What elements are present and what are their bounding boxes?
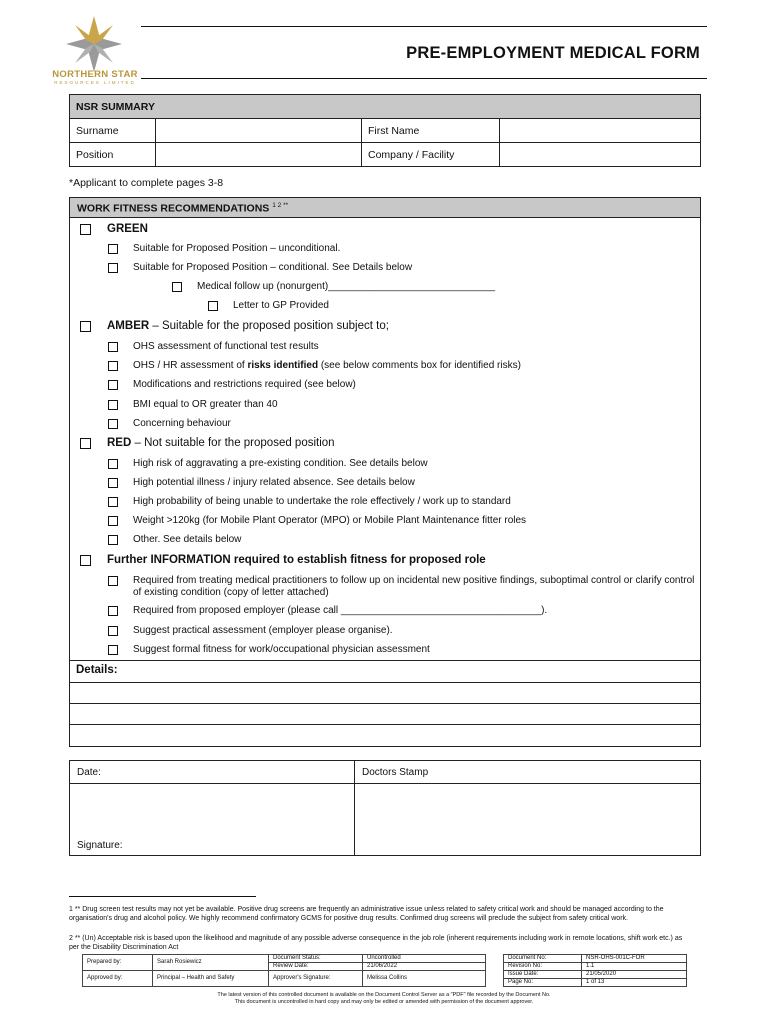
footer-line-1: The latest version of this controlled document is available on the Document Control Server as a "PDF" file recorded by the Document No. [217, 992, 551, 998]
footnote-2: 2 ** (Un) Acceptable risk is based upon the likelihood and magnitude of any possible adverse consequence in the job role (inherent requirements including work in remote locations, shift work etc.) as per the Disability Discrimination Act [69, 935, 683, 952]
doctors-stamp-area[interactable] [355, 784, 700, 855]
checkbox[interactable] [108, 535, 118, 545]
red-item-other[interactable]: Other. See details below [108, 534, 241, 546]
nsr-summary-table [69, 94, 701, 167]
applicant-note: *Applicant to complete pages 3-8 [69, 177, 224, 189]
red-item-weight[interactable]: Weight >120kg (for Mobile Plant Operator (MPO) or Mobile Plant Maintenance fitter roles [108, 515, 526, 527]
amber-item-modifications[interactable]: Modifications and restrictions required (see below) [108, 379, 356, 391]
checkbox[interactable] [108, 606, 118, 616]
further-info-checkbox[interactable] [80, 555, 91, 566]
checkbox[interactable] [172, 282, 182, 292]
surname-field[interactable] [156, 119, 362, 143]
amber-label: AMBER [107, 320, 150, 332]
document-number-table: Document No: NSR-OHS-001C-FOR Revision No: 1.1 Issue Date: 21/05/2020 Page No: 1 of 13 [503, 954, 687, 987]
details-divider [70, 660, 700, 661]
company-label: Company / Facility [362, 143, 500, 167]
company-name: NORTHERN STAR [52, 69, 138, 80]
footnote-rule [69, 896, 256, 897]
green-item-conditional[interactable]: Suitable for Proposed Position – conditional. See Details below [108, 262, 412, 274]
checkbox[interactable] [108, 361, 118, 371]
green-option[interactable] [80, 223, 148, 236]
checkbox[interactable] [108, 497, 118, 507]
position-label: Position [70, 143, 156, 167]
green-label: GREEN [107, 223, 148, 235]
green-sub-medical-follow-up[interactable]: Medical follow up (nonurgent)______________________________ [172, 281, 495, 293]
checkbox[interactable] [108, 263, 118, 273]
amber-item-ohs-assessment[interactable]: OHS assessment of functional test results [108, 341, 319, 353]
work-fitness-heading: WORK FITNESS RECOMMENDATIONS $^{1 2 **}$ [70, 198, 700, 218]
doctors-stamp-label: Doctors Stamp [362, 767, 429, 778]
further-item-practical-assessment[interactable]: Suggest practical assessment (employer please organise). [108, 625, 393, 637]
work-fitness-section [69, 197, 701, 747]
checkbox[interactable] [108, 478, 118, 488]
footer-line-2: This document is uncontrolled in hard copy and may only be edited or amended with permission of the document approver. [234, 999, 534, 1005]
company-subtitle: RESOURCES LIMITED [54, 80, 136, 85]
amber-option[interactable]: AMBER – Suitable for the proposed position subject to; [80, 320, 389, 333]
header-rule-top [141, 26, 707, 27]
green-checkbox[interactable] [80, 224, 91, 235]
first-name-label: First Name [362, 119, 500, 143]
checkbox[interactable] [108, 459, 118, 469]
amber-item-risks-identified[interactable]: OHS / HR assessment of risks identified (see below comments box for identified risks) [108, 360, 521, 372]
details-line[interactable] [70, 703, 700, 704]
further-item-formal-fitness[interactable]: Suggest formal fitness for work/occupational physician assessment [108, 644, 430, 656]
checkbox[interactable] [108, 576, 118, 586]
red-item-aggravating[interactable]: High risk of aggravating a pre-existing condition. See details below [108, 458, 428, 470]
footnote-1: 1 ** Drug screen test results may not yet be available. Positive drug screens are frequently an administrative issue unless related to safety critical work and should be managed according to the organisation's drug and alcohol policy. We highly recommend confirmatory GCMS for positive drug results. Confirmed drug screens will preclude the subject from safety critical work. [69, 906, 664, 923]
red-option[interactable]: RED – Not suitable for the proposed position [80, 437, 335, 450]
signature-label: Signature: [77, 840, 123, 851]
amber-item-behaviour[interactable]: Concerning behaviour [108, 418, 231, 430]
amber-checkbox[interactable] [80, 321, 91, 332]
green-item-unconditional[interactable]: Suitable for Proposed Position – unconditional. [108, 243, 340, 255]
checkbox[interactable] [108, 342, 118, 352]
position-field[interactable] [156, 143, 362, 167]
red-label: RED [107, 437, 132, 449]
document-control-table: Prepared by: Sarah Rosiewicz Document Status: Uncontrolled Review Date: 21/06/2022 Approved by: Principal – Health and Safety Approver's Signature: Melissa Collins [82, 954, 486, 987]
checkbox[interactable] [108, 626, 118, 636]
checkbox[interactable] [108, 419, 118, 429]
checkbox[interactable] [108, 244, 118, 254]
surname-label: Surname [70, 119, 156, 143]
details-line[interactable] [70, 682, 700, 683]
date-label: Date: [77, 767, 101, 778]
checkbox[interactable] [108, 380, 118, 390]
page-title: PRE-EMPLOYMENT MEDICAL FORM [406, 44, 700, 62]
signature-area[interactable] [70, 784, 354, 855]
company-field[interactable] [500, 143, 701, 167]
details-label: Details: [76, 664, 118, 676]
red-item-absence[interactable]: High potential illness / injury related absence. See details below [108, 477, 415, 489]
further-item-employer[interactable]: Required from proposed employer (please call ____________________________________). [108, 605, 547, 617]
checkbox[interactable] [108, 400, 118, 410]
further-info-option[interactable] [80, 554, 486, 567]
details-line[interactable] [70, 724, 700, 725]
red-checkbox[interactable] [80, 438, 91, 449]
amber-item-bmi[interactable]: BMI equal to OR greater than 40 [108, 399, 278, 411]
checkbox[interactable] [208, 301, 218, 311]
first-name-field[interactable] [500, 119, 701, 143]
red-item-unable[interactable]: High probability of being unable to undertake the role effectively / work up to standard [108, 496, 511, 508]
header-rule-bottom [141, 78, 707, 79]
nsr-summary-heading: NSR SUMMARY [70, 95, 701, 119]
checkbox[interactable] [108, 516, 118, 526]
further-info-label: Further INFORMATION required to establish fitness for proposed role [107, 554, 486, 566]
green-sub-letter-to-gp[interactable]: Letter to GP Provided [208, 300, 329, 312]
checkbox[interactable] [108, 645, 118, 655]
further-item-medical-practitioners[interactable]: Required from treating medical practitioners to follow up on incidental new positive findings, suboptimal control or clarify control of existing condition (copy of letter attached) [108, 575, 698, 599]
